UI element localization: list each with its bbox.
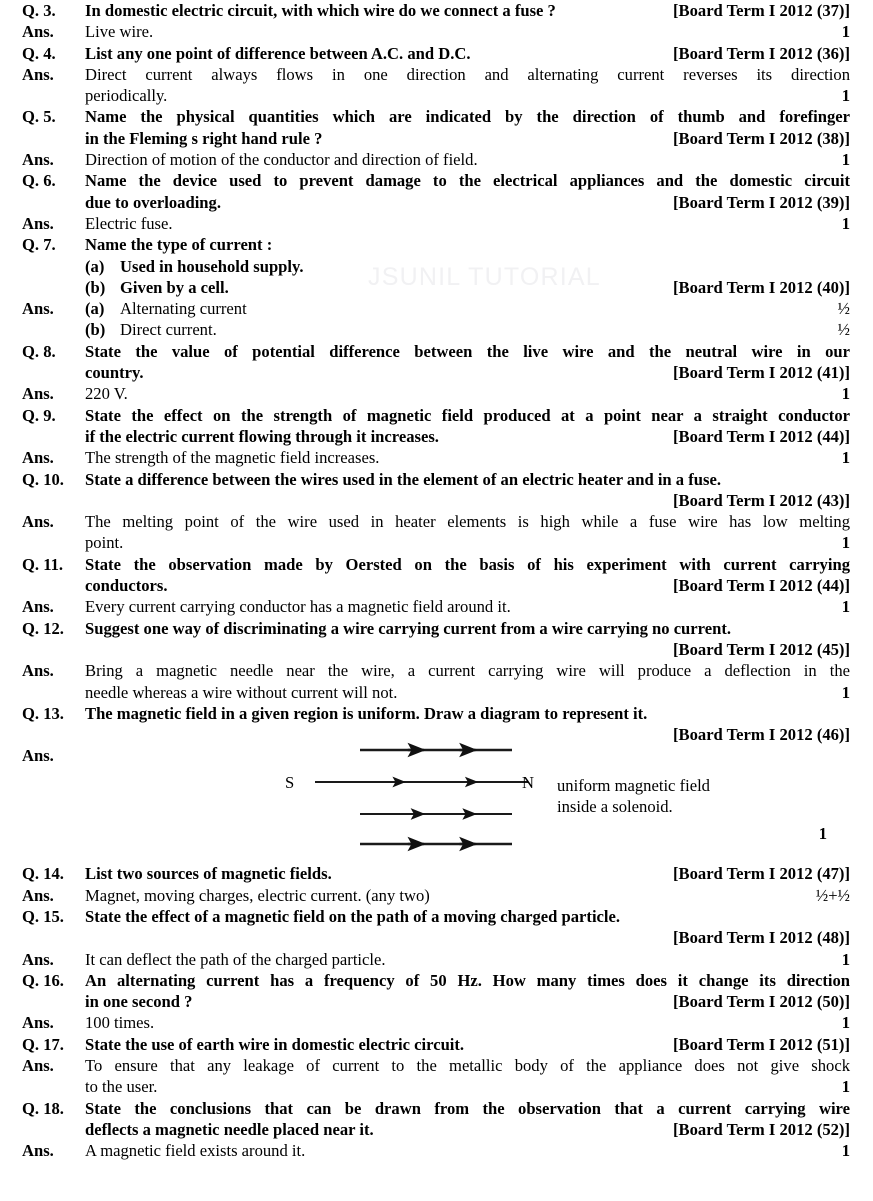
board-term-tag: [Board Term I 2012 (44)]	[673, 576, 850, 596]
qa-row-a16	[0, 1012, 873, 1033]
qa-text: State the effect of a magnetic field on the path of a moving charged particle.	[85, 906, 621, 926]
qa-row-q11	[0, 554, 873, 597]
board-term-tag: [Board Term I 2012 (40)]	[673, 277, 850, 297]
marks-value: ½	[837, 299, 850, 319]
figure-block-a13	[85, 745, 850, 863]
qa-line	[85, 703, 850, 724]
qa-line-with-tag	[85, 575, 850, 596]
board-term-tag: [Board Term I 2012 (51)]	[673, 1034, 850, 1054]
answer-label: Ans.	[22, 448, 54, 468]
sub-item-a	[85, 298, 850, 319]
qa-body-q18	[85, 1098, 850, 1141]
qa-row-a11	[0, 596, 873, 617]
board-term-tag: [Board Term I 2012 (52)]	[673, 1119, 850, 1139]
qa-row-a13	[0, 745, 873, 863]
answer-label: Ans.	[22, 22, 54, 42]
qa-text: State the observation made by Oersted on the basis of his experiment with current carrying	[85, 554, 850, 574]
qa-body-q13	[85, 703, 850, 746]
qa-text: Direct current always flows in one direction and alternating current reverses its direction	[85, 64, 850, 84]
qa-body-q3	[85, 0, 850, 21]
qa-text: The strength of the magnetic field increases.	[85, 448, 380, 468]
qa-text: Suggest one way of discriminating a wire carrying current from a wire carrying no current.	[85, 618, 731, 638]
qa-body-a18	[85, 1140, 850, 1161]
figure-caption	[557, 775, 710, 817]
qa-line	[85, 405, 850, 426]
qa-line	[85, 469, 850, 490]
question-label: Q. 7.	[22, 235, 56, 255]
qa-body-a3	[85, 21, 850, 42]
marks-value: 1	[841, 533, 850, 553]
sub-item-a	[85, 256, 850, 277]
qa-body-q10	[85, 469, 850, 512]
qa-row-a3	[0, 21, 873, 42]
answer-label: Ans.	[22, 299, 54, 319]
qa-line-with-tag	[85, 949, 850, 970]
sub-item-label: (b)	[85, 277, 106, 297]
qa-line-with-tag	[85, 213, 850, 234]
qa-row-q7	[0, 234, 873, 298]
qa-body-q16	[85, 970, 850, 1013]
board-term-tag: [Board Term I 2012 (48)]	[673, 928, 850, 948]
qa-text: List two sources of magnetic fields.	[85, 864, 332, 884]
qa-body-a5	[85, 149, 850, 170]
sub-item-text: Used in household supply.	[120, 256, 304, 276]
qa-row-q17	[0, 1034, 873, 1055]
marks-value: 1	[841, 213, 850, 233]
qa-text: in one second ?	[85, 992, 193, 1012]
answer-label: Ans.	[22, 64, 54, 84]
qa-line-with-tag	[85, 447, 850, 468]
marks-value: 1	[841, 150, 850, 170]
answer-label: Ans.	[22, 150, 54, 170]
figure-marks: 1	[818, 824, 827, 844]
qa-text: The magnetic field in a given region is uniform. Draw a diagram to represent it.	[85, 703, 648, 723]
qa-row-q6	[0, 170, 873, 213]
qa-line	[85, 660, 850, 681]
qa-line-with-tag	[85, 21, 850, 42]
qa-text: to the user.	[85, 1077, 158, 1097]
board-term-tag: [Board Term I 2012 (46)]	[673, 725, 850, 745]
qa-body-a7	[85, 298, 850, 341]
qa-text: conductors.	[85, 576, 168, 596]
qa-text: country.	[85, 363, 144, 383]
qa-line	[85, 1098, 850, 1119]
answer-label: Ans.	[22, 384, 54, 404]
qa-row-q5	[0, 106, 873, 149]
qa-row-q15	[0, 906, 873, 949]
qa-body-q5	[85, 106, 850, 149]
board-term-tag: [Board Term I 2012 (50)]	[673, 992, 850, 1012]
qa-line	[85, 906, 850, 927]
question-label: Q. 5.	[22, 107, 56, 127]
question-label: Q. 12.	[22, 618, 64, 638]
board-term-tag: [Board Term I 2012 (45)]	[673, 639, 850, 659]
board-term-tag: [Board Term I 2012 (41)]	[673, 363, 850, 383]
qa-text: An alternating current has a frequency of 50 Hz. How many times does it change its direction	[85, 970, 850, 990]
qa-row-a17	[0, 1055, 873, 1098]
qa-row-q16	[0, 970, 873, 1013]
answer-label: Ans.	[22, 213, 54, 233]
pole-label-north: N	[522, 773, 534, 793]
qa-row-q13	[0, 703, 873, 746]
question-label: Q. 8.	[22, 341, 56, 361]
qa-line-with-tag	[85, 1119, 850, 1140]
qa-body-a13	[85, 745, 850, 863]
qa-line-with-tag	[85, 1076, 850, 1097]
qa-body-a9	[85, 447, 850, 468]
magnetic-field-lines-diagram	[280, 741, 580, 853]
qa-body-a16	[85, 1012, 850, 1033]
qa-body-a6	[85, 213, 850, 234]
qa-text: needle whereas a wire without current will not.	[85, 682, 398, 702]
qa-row-a15	[0, 949, 873, 970]
qa-line-with-tag	[85, 863, 850, 884]
marks-value: ½+½	[815, 885, 850, 905]
qa-line-with-tag	[85, 43, 850, 64]
qa-row-a9	[0, 447, 873, 468]
qa-line	[85, 106, 850, 127]
qa-text: It can deflect the path of the charged particle.	[85, 949, 386, 969]
qa-line	[85, 511, 850, 532]
qa-body-a15	[85, 949, 850, 970]
watermark-text: JSUNIL TUTORIAL	[368, 263, 601, 291]
qa-text: Name the device used to prevent damage to the electrical appliances and the domestic circuit	[85, 171, 850, 191]
answer-label: Ans.	[22, 949, 54, 969]
qa-text: State a difference between the wires used in the element of an electric heater and in a fuse.	[85, 469, 721, 489]
qa-body-q15	[85, 906, 850, 949]
question-label: Q. 9.	[22, 405, 56, 425]
marks-value: 1	[841, 1077, 850, 1097]
qa-body-q11	[85, 554, 850, 597]
qa-line-with-tag	[85, 1012, 850, 1033]
marks-value: 1	[841, 949, 850, 969]
qa-body-a12	[85, 660, 850, 703]
qa-line-with-tag	[85, 0, 850, 21]
answer-label: Ans.	[22, 512, 54, 532]
qa-text: State the value of potential difference between the live wire and the neutral wire in our	[85, 341, 850, 361]
qa-line-with-tag	[85, 426, 850, 447]
qa-line-with-tag	[85, 1034, 850, 1055]
sub-item-label: (b)	[85, 320, 106, 340]
question-label: Q. 4.	[22, 43, 56, 63]
qa-body-a11	[85, 596, 850, 617]
board-term-tag: [Board Term I 2012 (39)]	[673, 192, 850, 212]
sub-item-label: (a)	[85, 256, 105, 276]
qa-line-with-tag	[85, 596, 850, 617]
qa-body-a4	[85, 64, 850, 107]
question-label: Q. 16.	[22, 970, 64, 990]
qa-row-q14	[0, 863, 873, 884]
sub-item-b	[85, 319, 850, 340]
qa-line-with-tag	[85, 1140, 850, 1161]
qa-row-a14	[0, 885, 873, 906]
qa-line	[85, 970, 850, 991]
answer-label: Ans.	[22, 661, 54, 681]
qa-text: In domestic electric circuit, with which wire do we connect a fuse ?	[85, 1, 556, 20]
marks-value: 1	[841, 448, 850, 468]
qa-line-with-tag	[85, 85, 850, 106]
qa-body-q12	[85, 618, 850, 661]
qa-text: point.	[85, 533, 124, 553]
qa-text: Name the physical quantities which are indicated by the direction of thumb and forefinger	[85, 107, 850, 127]
qa-text: State the effect on the strength of magnetic field produced at a point near a straight conductor	[85, 405, 850, 425]
qa-line	[85, 64, 850, 85]
question-label: Q. 6.	[22, 171, 56, 191]
marks-value: 1	[841, 597, 850, 617]
qa-line-with-tag	[85, 128, 850, 149]
answer-label: Ans.	[22, 1141, 54, 1161]
qa-text: Live wire.	[85, 22, 154, 42]
qa-text: if the electric current flowing through it increases.	[85, 426, 439, 446]
solenoid-diagram-wrap	[85, 745, 850, 863]
question-label: Q. 15.	[22, 906, 64, 926]
qa-body-q7	[85, 234, 850, 298]
sub-item-text: Alternating current	[120, 299, 247, 319]
qa-line	[85, 234, 850, 255]
qa-row-q3	[0, 0, 873, 21]
qa-line-with-tag	[85, 991, 850, 1012]
qa-line-with-tag	[85, 362, 850, 383]
question-label: Q. 10.	[22, 469, 64, 489]
sub-item-b	[85, 277, 850, 298]
qa-text: due to overloading.	[85, 192, 221, 212]
marks-value: 1	[841, 22, 850, 42]
qa-text: 220 V.	[85, 384, 128, 404]
qa-text: The melting point of the wire used in heater elements is high while a fuse wire has low melting	[85, 512, 850, 532]
question-label: Q. 18.	[22, 1098, 64, 1118]
qa-body-q4	[85, 43, 850, 64]
qa-line	[85, 1055, 850, 1076]
marks-value: 1	[841, 1141, 850, 1161]
qa-row-q9	[0, 405, 873, 448]
figure-caption-line-2: inside a solenoid.	[557, 797, 673, 817]
marks-value: ½	[837, 320, 850, 340]
qa-text: 100 times.	[85, 1013, 155, 1033]
qa-row-q8	[0, 341, 873, 384]
qa-text: Direction of motion of the conductor and direction of field.	[85, 150, 478, 170]
qa-row-q10	[0, 469, 873, 512]
board-term-tag: [Board Term I 2012 (36)]	[673, 43, 850, 63]
marks-value: 1	[841, 682, 850, 702]
qa-body-q14	[85, 863, 850, 884]
question-label: Q. 11.	[22, 554, 64, 574]
qa-row-q12	[0, 618, 873, 661]
qa-line	[85, 170, 850, 191]
qa-line-with-tag	[85, 383, 850, 404]
board-term-tag: [Board Term I 2012 (44)]	[673, 426, 850, 446]
qa-body-a8	[85, 383, 850, 404]
qa-body-a14	[85, 885, 850, 906]
board-term-tag: [Board Term I 2012 (37)]	[673, 1, 850, 20]
qa-text: deflects a magnetic needle placed near it.	[85, 1119, 374, 1139]
qa-line-with-tag	[85, 682, 850, 703]
marks-value: 1	[841, 86, 850, 106]
question-label: Q. 13.	[22, 703, 64, 723]
sub-item-text: Given by a cell.	[120, 277, 229, 297]
marks-value: 1	[841, 384, 850, 404]
qa-body-q8	[85, 341, 850, 384]
qa-body-q17	[85, 1034, 850, 1055]
qa-body-q6	[85, 170, 850, 213]
qa-line-with-tag	[85, 192, 850, 213]
sub-item-text: Direct current.	[120, 320, 217, 340]
qa-text: State the conclusions that can be drawn from the observation that a current carrying wire	[85, 1098, 850, 1118]
board-term-tag: [Board Term I 2012 (47)]	[673, 864, 850, 884]
qa-text: List any one point of difference between A.C. and D.C.	[85, 43, 471, 63]
answer-label: Ans.	[22, 1013, 54, 1033]
qa-text: periodically.	[85, 86, 168, 106]
qa-body-a17	[85, 1055, 850, 1098]
qa-text: To ensure that any leakage of current to the metallic body of the appliance does not give shock	[85, 1056, 850, 1076]
qa-row-a4	[0, 64, 873, 107]
qa-text: State the use of earth wire in domestic electric circuit.	[85, 1034, 465, 1054]
qa-body-a10	[85, 511, 850, 554]
qa-row-a6	[0, 213, 873, 234]
qa-row-a8	[0, 383, 873, 404]
qa-row-a18	[0, 1140, 873, 1161]
qa-body-q9	[85, 405, 850, 448]
qa-row-a5	[0, 149, 873, 170]
qa-line-with-tag	[85, 885, 850, 906]
qa-text: A magnetic field exists around it.	[85, 1141, 306, 1161]
qa-row-q18	[0, 1098, 873, 1141]
qa-row-a10	[0, 511, 873, 554]
qa-line	[85, 554, 850, 575]
answer-label: Ans.	[22, 746, 54, 766]
qa-row-a7	[0, 298, 873, 341]
qa-line	[85, 341, 850, 362]
question-label: Q. 17.	[22, 1034, 64, 1054]
sub-item-label: (a)	[85, 299, 105, 319]
qa-line	[85, 618, 850, 639]
qa-text: Name the type of current :	[85, 235, 273, 255]
figure-caption-line-1: uniform magnetic field	[557, 776, 710, 796]
question-label: Q. 3.	[22, 1, 56, 20]
qa-text: Every current carrying conductor has a magnetic field around it.	[85, 597, 511, 617]
answer-label: Ans.	[22, 1056, 54, 1076]
pole-label-south: S	[285, 773, 295, 793]
qa-text: Electric fuse.	[85, 213, 173, 233]
marks-value: 1	[841, 1013, 850, 1033]
qa-line-with-tag	[85, 532, 850, 553]
board-term-tag: [Board Term I 2012 (43)]	[673, 490, 850, 510]
board-term-tag: [Board Term I 2012 (38)]	[673, 128, 850, 148]
qa-text: in the Fleming s right hand rule ?	[85, 128, 323, 148]
question-label: Q. 14.	[22, 864, 64, 884]
qa-text: Magnet, moving charges, electric current. (any two)	[85, 885, 430, 905]
qa-line-with-tag	[85, 149, 850, 170]
qa-row-q4	[0, 43, 873, 64]
answer-label: Ans.	[22, 597, 54, 617]
qa-text: Bring a magnetic needle near the wire, a current carrying wire will produce a deflection in the	[85, 661, 850, 681]
qa-row-a12	[0, 660, 873, 703]
answer-label: Ans.	[22, 885, 54, 905]
